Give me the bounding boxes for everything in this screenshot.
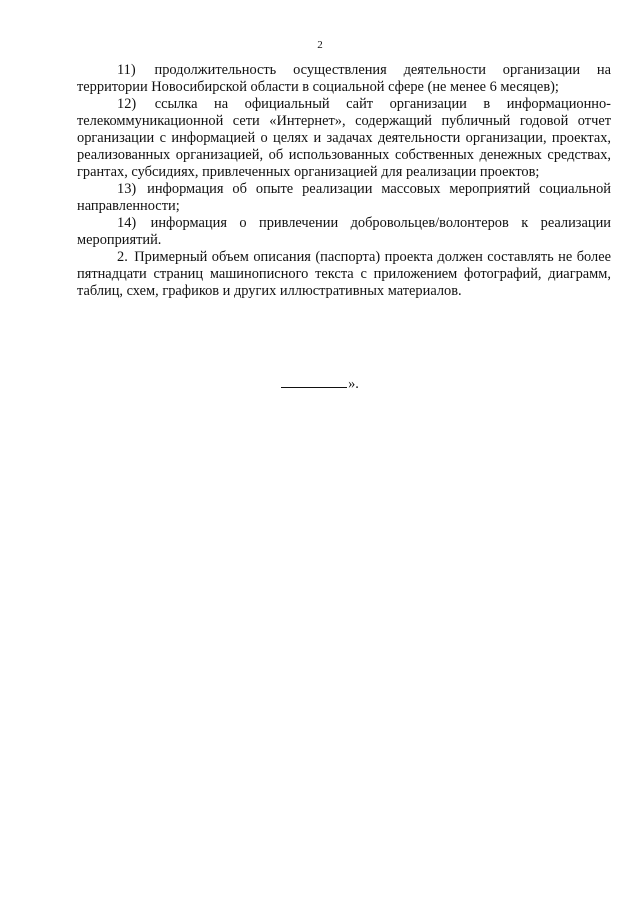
item-number: 2.	[117, 249, 128, 265]
paragraph-item-14	[77, 215, 611, 249]
item-text: ссылка на официальный сайт организации в информационно-телекоммуникационной сети «Интернет», содержащий публичный годовой отчет организации с информацией о целях и задачах деятельности организации, проектах, реализованных организацией, об использованных собственных денежных средствах, грантах, субсидиях, привлеченных организацией для реализации проектов;	[77, 96, 611, 180]
closing-line	[0, 375, 640, 393]
closing-mark: ».	[348, 376, 359, 392]
paragraph-item-11	[77, 62, 611, 96]
item-number: 13)	[117, 181, 137, 197]
paragraph-item-13	[77, 181, 611, 215]
item-number: 14)	[117, 215, 137, 231]
paragraph-item-12	[77, 96, 611, 181]
item-text: информация о привлечении добровольцев/волонтеров к реализации мероприятий.	[77, 215, 611, 248]
item-text: информация об опыте реализации массовых мероприятий социальной направленности;	[77, 181, 611, 214]
paragraph-section-2	[77, 249, 611, 300]
document-body	[77, 62, 611, 300]
closing-underline	[281, 375, 347, 388]
page-number: 2	[317, 39, 323, 51]
item-number: 11)	[117, 62, 136, 78]
item-number: 12)	[117, 96, 137, 112]
item-text: Примерный объем описания (паспорта) проекта должен составлять не более пятнадцати страниц машинописного текста с приложением фотографий, диаграмм, таблиц, схем, графиков и других иллюстративных материалов.	[77, 249, 611, 299]
item-text: продолжительность осуществления деятельности организации на территории Новосибирской области в социальной сфере (не менее 6 месяцев);	[77, 62, 611, 95]
